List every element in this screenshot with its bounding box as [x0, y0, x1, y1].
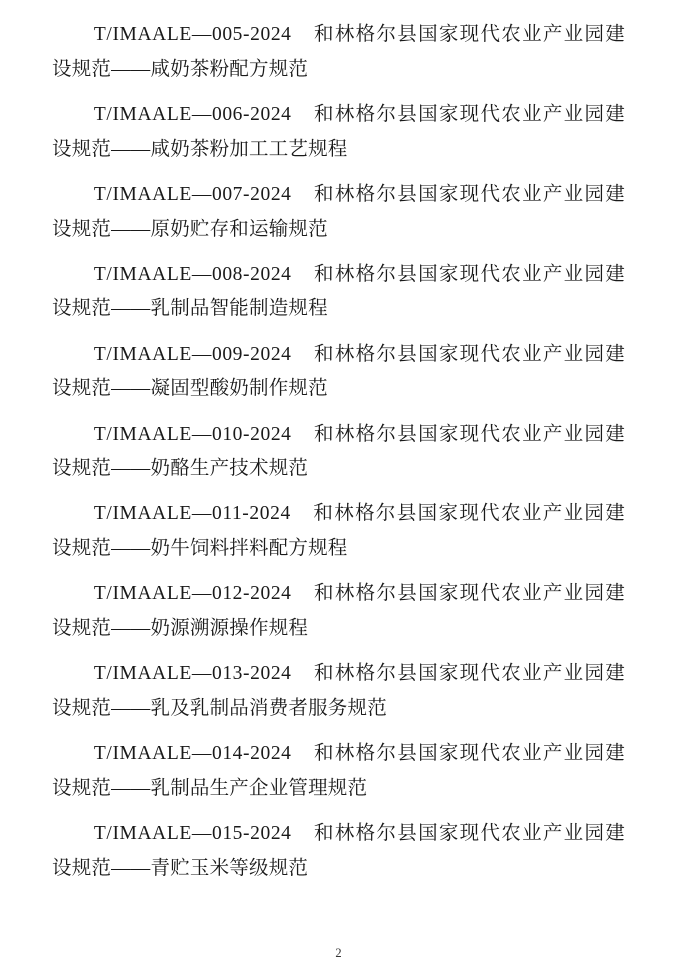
standard-title: 和林格尔县国家现代农业产业园建设规范——原奶贮存和运输规范 — [52, 183, 625, 240]
standard-entry — [52, 178, 625, 247]
standard-code: T/IMAALE—005-2024 — [93, 24, 292, 45]
standard-entry — [52, 18, 625, 87]
standard-title: 和林格尔县国家现代农业产业园建设规范——咸奶茶粉配方规范 — [52, 24, 625, 80]
standard-code: T/IMAALE—011-2024 — [93, 503, 291, 525]
standard-title: 和林格尔县国家现代农业产业园建设规范——乳制品生产企业管理规范 — [52, 743, 625, 799]
standard-title: 和林格尔县国家现代农业产业园建设规范——乳及乳制品消费者服务规范 — [52, 663, 625, 719]
standard-code: T/IMAALE—015-2024 — [93, 823, 292, 845]
standard-code: T/IMAALE—008-2024 — [93, 263, 292, 285]
standard-title: 和林格尔县国家现代农业产业园建设规范——凝固型酸奶制作规范 — [52, 343, 625, 400]
standard-entry — [52, 737, 625, 806]
page-number: 2 — [335, 946, 342, 960]
standard-entry — [52, 418, 625, 487]
standard-entry — [52, 98, 625, 167]
standard-title: 和林格尔县国家现代农业产业园建设规范——青贮玉米等级规范 — [52, 823, 625, 879]
standard-code: T/IMAALE—010-2024 — [93, 423, 292, 445]
standard-entry — [52, 657, 625, 726]
standard-title: 和林格尔县国家现代农业产业园建设规范——奶酪生产技术规范 — [52, 423, 625, 480]
standard-entry — [52, 338, 625, 407]
standard-entry — [52, 258, 625, 327]
standard-code: T/IMAALE—012-2024 — [93, 583, 292, 605]
standard-code: T/IMAALE—007-2024 — [93, 183, 292, 205]
standard-title: 和林格尔县国家现代农业产业园建设规范——奶源溯源操作规程 — [52, 583, 625, 640]
standard-entry — [52, 577, 625, 646]
standard-entry — [52, 497, 625, 566]
standards-list — [52, 18, 625, 886]
standard-code: T/IMAALE—006-2024 — [93, 103, 292, 125]
standard-code: T/IMAALE—013-2024 — [93, 663, 292, 685]
standard-entry — [52, 817, 625, 886]
standard-title: 和林格尔县国家现代农业产业园建设规范——乳制品智能制造规程 — [52, 263, 625, 320]
standard-title: 和林格尔县国家现代农业产业园建设规范——咸奶茶粉加工工艺规程 — [52, 103, 625, 160]
standard-code: T/IMAALE—014-2024 — [93, 743, 292, 765]
standard-code: T/IMAALE—009-2024 — [93, 343, 292, 365]
standard-title: 和林格尔县国家现代农业产业园建设规范——奶牛饲料拌料配方规程 — [52, 503, 625, 560]
